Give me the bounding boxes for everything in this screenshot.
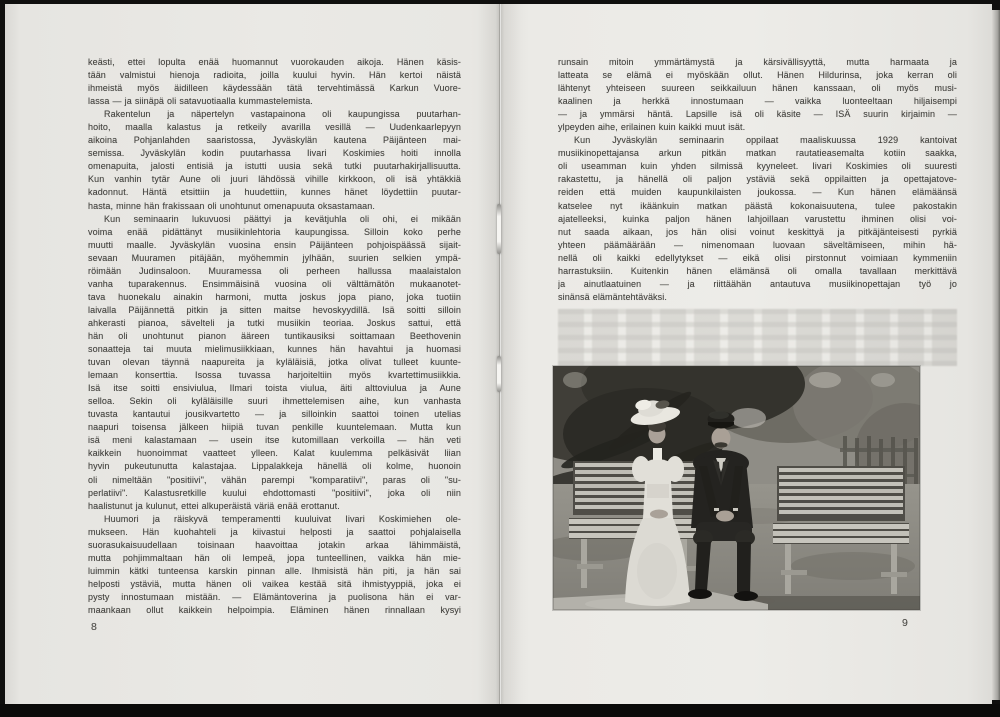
- text-line: — ja ymmärsi häntä. Lapsille isä oli käsite — ISÄ suurin kirjaimin —: [558, 109, 957, 120]
- staple-top: [497, 204, 501, 254]
- text-line: lemaan konserttia. Isossa tuvassa harjoiteltiin myös kvartettimusiikkia.: [88, 370, 461, 381]
- paragraph: [88, 513, 461, 617]
- text-line: ahkerasti pianoa, sävelteli ja tutki musiikin teoriaa. Joskus sattui, että: [88, 317, 461, 328]
- text-line: nut saada aikaan, jos hän olisi voinut keskittyä ja pitkäjänteisesti pyrkiä: [558, 226, 957, 237]
- text-line: lähtenyt yhteiseen suureen seikkailuun hänen kanssaan, oli myös musi-: [558, 83, 957, 94]
- text-line: luimmin kätki tunteensa karskin pinnan alle. Ihmisistä hän piti, ja hän sai: [88, 565, 461, 576]
- right-page: [500, 4, 992, 704]
- text-line: katselee nyt ikäänkuin matkan päästä kokonaisuutena, tulee pakostakin: [558, 200, 957, 211]
- paragraph: [88, 108, 461, 212]
- left-text-column: [88, 56, 461, 617]
- text-line: reiden että muiden kaupunkilaisten joukossa. — Kun hänen elämäänsä: [558, 187, 957, 198]
- photo: [553, 366, 920, 610]
- text-line: Kun Jyväskylän seminaarin oppilaat maaliskuussa 1929 kantoivat: [574, 135, 957, 146]
- text-line: keästi, ettei lopulta enää huomannut vuorokauden aikoja. Hänen käsis-: [88, 57, 461, 67]
- text-line: kaikkein huonoimmat vaatteet ylleen. Kalat kuulemma pelkäsivät liian: [88, 448, 461, 459]
- paragraph: [558, 134, 957, 304]
- text-line: vanha tuparakennus. Ensimmäisinä vuosina oli välttämätön mukaanotet-: [88, 278, 461, 289]
- text-line: sevaan Muuramen pitäjään, myöhemmin jylhään, suurien selkien ympä-: [88, 252, 461, 263]
- text-line: Kun seminaarin lukuvuosi päättyi ja kevätjuhla oli ohi, ei mikään: [104, 213, 461, 224]
- text-line: hyvin pukeutunutta kalastajaa. Lippalakkeja hänellä oli kolme, huonoin: [88, 461, 461, 472]
- text-line: tuvan olevan täynnä naapureita ja kyläläisiä, jotka olivat tulleet kuunte-: [88, 357, 461, 368]
- text-line: mutta pohjimmaltaan hän oli lempeä, jopa tunteellinen, vaikka hän mie-: [88, 552, 461, 563]
- paragraph: [88, 56, 461, 108]
- right-text-column: [558, 56, 957, 304]
- text-line: oli nimeltään "positiivi", vähän parempi "komparatiivi", paras oli "su-: [88, 474, 461, 485]
- text-line: yhteen päämäärään — nimenomaan luovaan säveltämiseen, mihin hä-: [558, 239, 957, 250]
- text-line: selloa. Sekin oli kyläläisille suuri ihmettelemisen aihe, kun vanhasta: [88, 396, 461, 407]
- page-edge-stack: [992, 10, 1000, 700]
- text-line: oli useamman kuin yhden silmissä kyyneleet. Iivari Koskimies oli suuresti: [558, 161, 957, 172]
- text-line: sinänsä elämäntehtäväksi.: [558, 291, 667, 302]
- paragraph: [88, 213, 461, 513]
- text-line: röimään Judinsaloon. Muuramessa oli perheen hallussa maalaistalon: [88, 265, 461, 276]
- text-line: runsain mitoin ymmärtämystä ja kärsivällisyyttä, mutta harmaata ja: [558, 57, 957, 67]
- text-line: latteata se elämä ei myöskään ollut. Hänen Hildurinsa, joka kerran oli: [558, 70, 957, 81]
- text-line: aikoina Pohjanlahden saaristossa, Jyväskylän kautena Päijänteen mai-: [88, 135, 461, 146]
- text-line: tava huonekalu ainakin harmoni, mutta joskus jopa piano, joka tuotiin: [88, 291, 461, 302]
- text-line: omenapuita, jalosti entisiä ja istutti uusia sekä tutki puutarhakirjallisuutta.: [88, 161, 461, 172]
- text-line: kaalinen ja herkkä innostumaan — vaikka luonteeltaan hiljaisempi: [558, 96, 957, 107]
- text-line: Isä itse soitti ensiviulua, Ilmari toista viulua, äiti alttoviulua ja Aune: [88, 383, 461, 394]
- text-line: ihmeistä myös äidilleen käydessään tätä tervehtimässä Karkun Vuore-: [88, 83, 461, 94]
- text-line: tään valmistui hienoja radioita, joilla kuului hyvin. Hän kertoi näistä: [88, 70, 461, 81]
- text-line: lassa — ja siinäpä oli satavuotiaalla kummastelemista.: [88, 96, 313, 107]
- ghost-text-showthrough: [558, 309, 957, 366]
- text-line: voima enää pidättänyt musiikinlehtoria kaupungissa. Silloin koko perhe: [88, 226, 461, 237]
- text-line: perlatiivi". Kalastusretkille kuului ehdottomasti "positiivi", joka oli niin: [88, 487, 461, 498]
- left-page: [5, 4, 500, 704]
- text-line: maankaan ollut kaikkein helpoimpia. Eläminen hänen rinnallaan kysyi: [88, 604, 461, 615]
- paragraph: [558, 56, 957, 134]
- text-line: mukseen. Hän kuohahteli ja kiivastui helposti ja saattoi pohjalaisella: [88, 526, 461, 537]
- table-surface-below-book: [0, 704, 1000, 717]
- text-line: rakastettu, ja hänellä oli paljon ystäviä sekä oppilaitten ja opettajatove-: [558, 174, 957, 185]
- staple-bottom: [497, 356, 501, 392]
- text-line: ja ainutlaatuinen — ja riittäähän antautuva musiikinopettajan työ jo: [558, 278, 957, 289]
- gutter-crease: [500, 4, 501, 704]
- text-line: kadonnut. Häntä etsittiin ja huudettiin, kunnes hänet löydettiin puutar-: [88, 187, 461, 198]
- text-line: harrastuksiin. Kuitenkin hänen elämänsä oli omalla tavallaan merkittävä: [558, 265, 957, 276]
- text-line: helposti ystäviä, mutta hänen oli vaikea kestää sitä ihmistyyppiä, joka ei: [88, 578, 461, 589]
- text-line: nellä oli kaikki edellytykset — eikä olisi pirstonnut voimiaan kymmeniin: [558, 252, 957, 263]
- text-line: hän oli unohtunut pianon ääreen tuntikausiksi soittamaan Beethovenin: [88, 330, 461, 341]
- text-line: Kun vanhin tytär Aune oli juuri lähdössä vihille kirkkoon, oli isä yhtäkkiä: [88, 174, 461, 185]
- text-line: naapuri toisensa jälkeen hiipiä tuvan penkille kuuntelemaan. Mutta kun: [88, 422, 461, 433]
- text-line: musiikinopettajansa arkun pitkän matkan rautatieasemalta kotiin saakka,: [558, 148, 957, 159]
- text-line: semissa. Jyväskylän kodin puutarhassa Iivari Koskimies hoiti innolla: [88, 148, 461, 159]
- text-line: suorasukaisuudellaan toisinaan haavoittaa jotakin arkaa lähimmäistä,: [88, 539, 461, 550]
- text-line: isä meni kalastamaan — usein itse kutomillaan verkoilla — hän veti: [88, 435, 461, 446]
- text-line: Huumori ja räiskyvä temperamentti kuuluivat Iivari Koskimiehen ole-: [104, 513, 461, 524]
- page-number-right: 9: [902, 617, 908, 629]
- text-line: sonaatteja tai muuta mielimusiikkiaan, kunnes hän havahtui ja huomasi: [88, 344, 461, 355]
- text-line: hoito, maalla kalastus ja retkeily avarilla vesillä — Uudenkaarlepyyn: [88, 122, 461, 133]
- text-line: pysty innostumaan mistään. — Elämäntoverina ja puolisona hän ei var-: [88, 591, 461, 602]
- text-line: ylpeyden aihe, erilainen kuin kaikki muut isät.: [558, 122, 746, 133]
- text-line: hasta, minne hän frakissaan oli unohtunut omenapuuta oksastamaan.: [88, 200, 375, 211]
- text-line: ajatelleeksi, kuinka paljon hänen lahjoillaan varustettu ihminen olisi voi-: [558, 213, 957, 224]
- text-line: tuvasta kantautui jousikvartetto — ja silloinkin saattoi toinen utelias: [88, 409, 461, 420]
- text-line: laivalla Päijännettä pitkin ja sitten maitse hevoskyydillä. Isä soitti silloin: [88, 304, 461, 315]
- text-line: Rakentelun ja näpertelyn vastapainona oli kaupungissa puutarhan-: [104, 109, 461, 120]
- text-line: muutti maalle. Jyväskylän vuosina ensin Päijänteen pohjoispäässä sijait-: [88, 239, 461, 250]
- text-line: haalistunut ja kulunut, ettei alkuperäistä väriä enää erottanut.: [88, 500, 340, 511]
- page-number-left: 8: [91, 621, 97, 633]
